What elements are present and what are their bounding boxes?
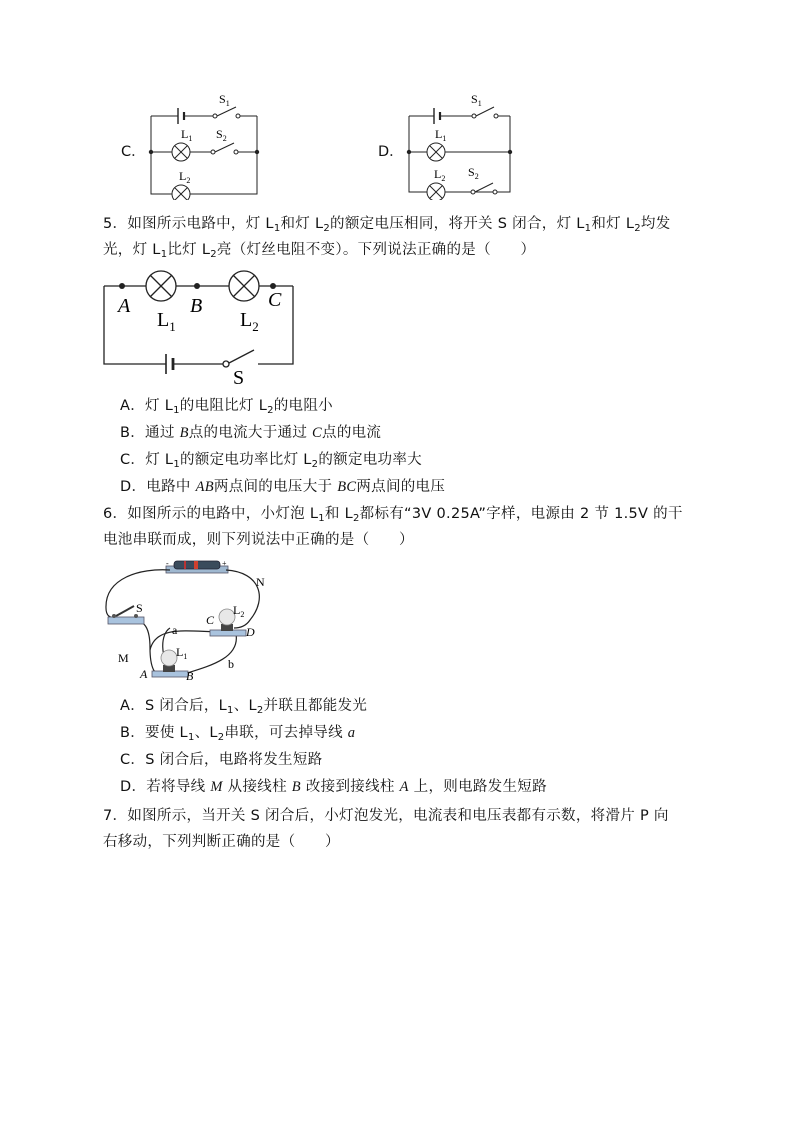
q7-stem-line2: 右移动，下列判断正确的是（ ） <box>103 834 340 850</box>
wire-a-label: a <box>172 623 178 637</box>
q6-option-d[interactable]: D．若将导线 M 从接线柱 B 改接到接线柱 A 上，则电路发生短路 <box>120 779 547 795</box>
q4-option-d <box>376 88 536 200</box>
q6-option-b[interactable]: B．要使 $L_1$、$L_2$串联，可去掉导线 a <box>120 725 356 743</box>
switch-s-label: S <box>233 367 245 386</box>
q5-option-d[interactable]: D．电路中 AB两点间的电压大于 BC两点间的电压 <box>120 479 446 495</box>
q5-option-b[interactable]: B．通过 B点的电流大于通过 C点的电流 <box>120 425 382 441</box>
lamp-l2-label: $L_2$ <box>233 603 245 619</box>
q6-physical-circuit-diagram <box>100 558 280 686</box>
q6-option-a[interactable]: A．S 闭合后，$L_1$、$L_2$并联且都能发光 <box>120 698 368 716</box>
circuit-diagram-d <box>376 88 536 200</box>
label-l1: $L_1$ <box>181 127 193 143</box>
q6-option-c[interactable]: C．S 闭合后，电路将发生短路 <box>120 752 323 768</box>
label-l1: $L_1$ <box>435 127 447 143</box>
post-b-label: B <box>186 669 194 683</box>
point-c-label: C <box>268 289 282 311</box>
wire-n-label: N <box>256 575 265 589</box>
q5-option-a[interactable]: A．灯 $L_1$的电阻比灯 $L_2$的电阻小 <box>120 398 333 416</box>
post-a-label: A <box>140 667 148 681</box>
q6-stem-line1: 6．如图所示的电路中，小灯泡 $L_1$和 $L_2$都标有“3V 0.25A”字样，电源由 2 节 1.5V 的干 <box>103 506 683 524</box>
label-s1: $S_1$ <box>219 92 230 108</box>
circuit-diagram-c <box>118 88 278 200</box>
q6-stem-line2: 电池串联而成，则下列说法中正确的是（ ） <box>103 532 414 548</box>
q5-stem-line2: 光，灯 $L_1$比灯 $L_2$亮（灯丝电阻不变）。下列说法正确的是（ ） <box>103 242 536 260</box>
switch-s-label: S <box>136 601 143 615</box>
label-l2: $L_2$ <box>179 169 191 185</box>
option-d-label: D． <box>378 144 404 160</box>
point-a-label: A <box>118 295 131 317</box>
label-s2: $S_2$ <box>216 127 227 143</box>
battery-minus-label: - <box>166 559 169 568</box>
label-l2: $L_2$ <box>434 167 446 183</box>
battery-plus-label: + <box>222 559 227 568</box>
label-s2: $S_2$ <box>468 165 479 181</box>
lamp-l2-label: $L_2$ <box>240 309 259 334</box>
lamp-l1-label: $L_1$ <box>176 645 188 661</box>
lamp-l1-label: $L_1$ <box>157 309 176 334</box>
q4-option-c <box>118 88 278 200</box>
wire-m-label: M <box>118 651 129 665</box>
q7-stem-line1: 7．如图所示，当开关 S 闭合后，小灯泡发光，电流表和电压表都有示数，将滑片 P 向 <box>103 808 669 824</box>
q5-option-c[interactable]: C．灯 $L_1$的额定电功率比灯 $L_2$的额定电功率大 <box>120 452 422 470</box>
point-b-label: B <box>190 295 203 317</box>
option-c-label: C． <box>121 144 146 160</box>
wire-b-label: b <box>228 657 234 671</box>
q5-circuit-diagram <box>98 266 308 386</box>
label-s1: $S_1$ <box>471 92 482 108</box>
q5-stem-line1: 5．如图所示电路中，灯 $L_1$和灯 $L_2$的额定电压相同，将开关 S 闭合，灯 $L_1$和灯 $L_2$均发 <box>103 216 671 234</box>
post-c-label: C <box>206 613 215 627</box>
post-d-label: D <box>246 625 255 639</box>
